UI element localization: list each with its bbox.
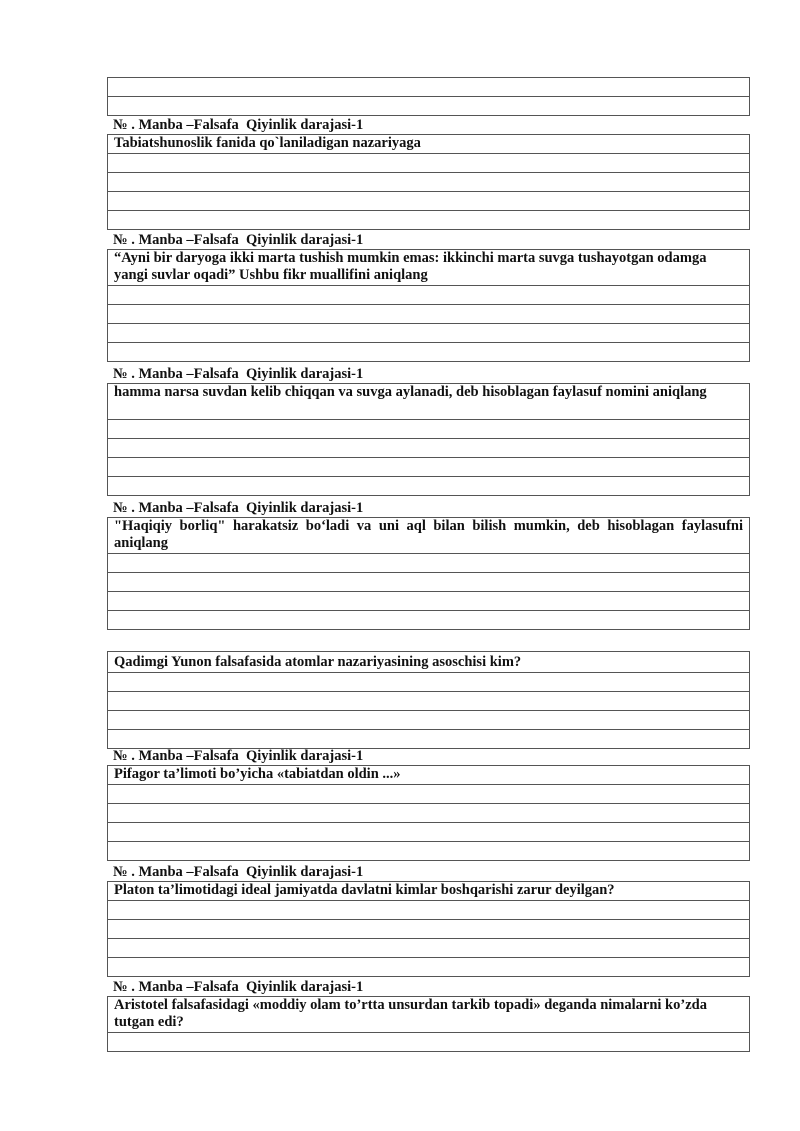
answer-cell[interactable] <box>108 97 750 116</box>
answer-cell[interactable] <box>108 78 750 97</box>
answer-cell[interactable] <box>108 842 750 861</box>
answer-cell[interactable] <box>108 592 750 611</box>
answer-table <box>107 651 750 749</box>
answer-cell[interactable] <box>108 692 750 711</box>
answer-cell[interactable] <box>108 1033 750 1052</box>
answer-table <box>107 765 750 861</box>
answer-table <box>107 134 750 230</box>
question-block-0 <box>107 77 750 116</box>
answer-cell[interactable] <box>108 211 750 230</box>
answer-table <box>107 77 750 116</box>
question-header: № . Manba –Falsafa Qiyinlik darajasi-1 <box>113 748 364 764</box>
question-header: № . Manba –Falsafa Qiyinlik darajasi-1 <box>113 864 364 880</box>
question-block-1 <box>107 117 750 230</box>
answer-cell[interactable] <box>108 554 750 573</box>
question-header: № . Manba –Falsafa Qiyinlik darajasi-1 <box>113 117 364 133</box>
question-block-8 <box>107 979 750 1052</box>
answer-cell[interactable] <box>108 173 750 192</box>
answer-cell[interactable] <box>108 154 750 173</box>
answer-cell[interactable] <box>108 286 750 305</box>
answer-cell[interactable] <box>108 192 750 211</box>
answer-cell[interactable] <box>108 920 750 939</box>
answer-cell[interactable] <box>108 324 750 343</box>
answer-cell[interactable] <box>108 785 750 804</box>
question-text: Pifagor ta’limoti bo’yicha «tabiatdan oldin ...» <box>108 766 750 785</box>
question-text: Qadimgi Yunon falsafasida atomlar nazariyasining asoschisi kim? <box>108 652 750 673</box>
answer-cell[interactable] <box>108 573 750 592</box>
question-text: "Haqiqiy borliq" harakatsiz bo‘ladi va uni aql bilan bilish mumkin, deb hisoblagan faylasufni aniqlang <box>108 518 750 554</box>
answer-cell[interactable] <box>108 939 750 958</box>
question-header: № . Manba –Falsafa Qiyinlik darajasi-1 <box>113 366 364 382</box>
answer-cell[interactable] <box>108 439 750 458</box>
answer-table <box>107 881 750 977</box>
question-text: Tabiatshunoslik fanida qo`laniladigan nazariyaga <box>108 135 750 154</box>
question-header: № . Manba –Falsafa Qiyinlik darajasi-1 <box>113 500 364 516</box>
answer-cell[interactable] <box>108 823 750 842</box>
answer-table <box>107 517 750 630</box>
question-text: “Ayni bir daryoga ikki marta tushish mumkin emas: ikkinchi marta suvga tushayotgan odamga yangi suvlar oqadi” Ushbu fikr muallifini aniqlang <box>108 250 750 286</box>
question-block-7 <box>107 864 750 977</box>
answer-cell[interactable] <box>108 458 750 477</box>
question-header: № . Manba –Falsafa Qiyinlik darajasi-1 <box>113 979 364 995</box>
answer-cell[interactable] <box>108 420 750 439</box>
answer-cell[interactable] <box>108 901 750 920</box>
answer-cell[interactable] <box>108 673 750 692</box>
question-block-5 <box>107 651 750 749</box>
question-block-6 <box>107 748 750 861</box>
answer-cell[interactable] <box>108 477 750 496</box>
answer-cell[interactable] <box>108 305 750 324</box>
answer-cell[interactable] <box>108 711 750 730</box>
question-header: № . Manba –Falsafa Qiyinlik darajasi-1 <box>113 232 364 248</box>
question-text: hamma narsa suvdan kelib chiqqan va suvga aylanadi, deb hisoblagan faylasuf nomini aniqlang <box>108 384 750 420</box>
answer-cell[interactable] <box>108 804 750 823</box>
answer-table <box>107 383 750 496</box>
answer-table <box>107 996 750 1052</box>
answer-cell[interactable] <box>108 730 750 749</box>
question-block-4 <box>107 500 750 630</box>
answer-table <box>107 249 750 362</box>
answer-cell[interactable] <box>108 958 750 977</box>
question-block-3 <box>107 366 750 496</box>
question-text: Platon ta’limotidagi ideal jamiyatda davlatni kimlar boshqarishi zarur deyilgan? <box>108 882 750 901</box>
answer-cell[interactable] <box>108 343 750 362</box>
question-text: Aristotel falsafasidagi «moddiy olam to’rtta unsurdan tarkib topadi» deganda nimalarni ko’zda tutgan edi? <box>108 997 750 1033</box>
answer-cell[interactable] <box>108 611 750 630</box>
question-block-2 <box>107 232 750 362</box>
